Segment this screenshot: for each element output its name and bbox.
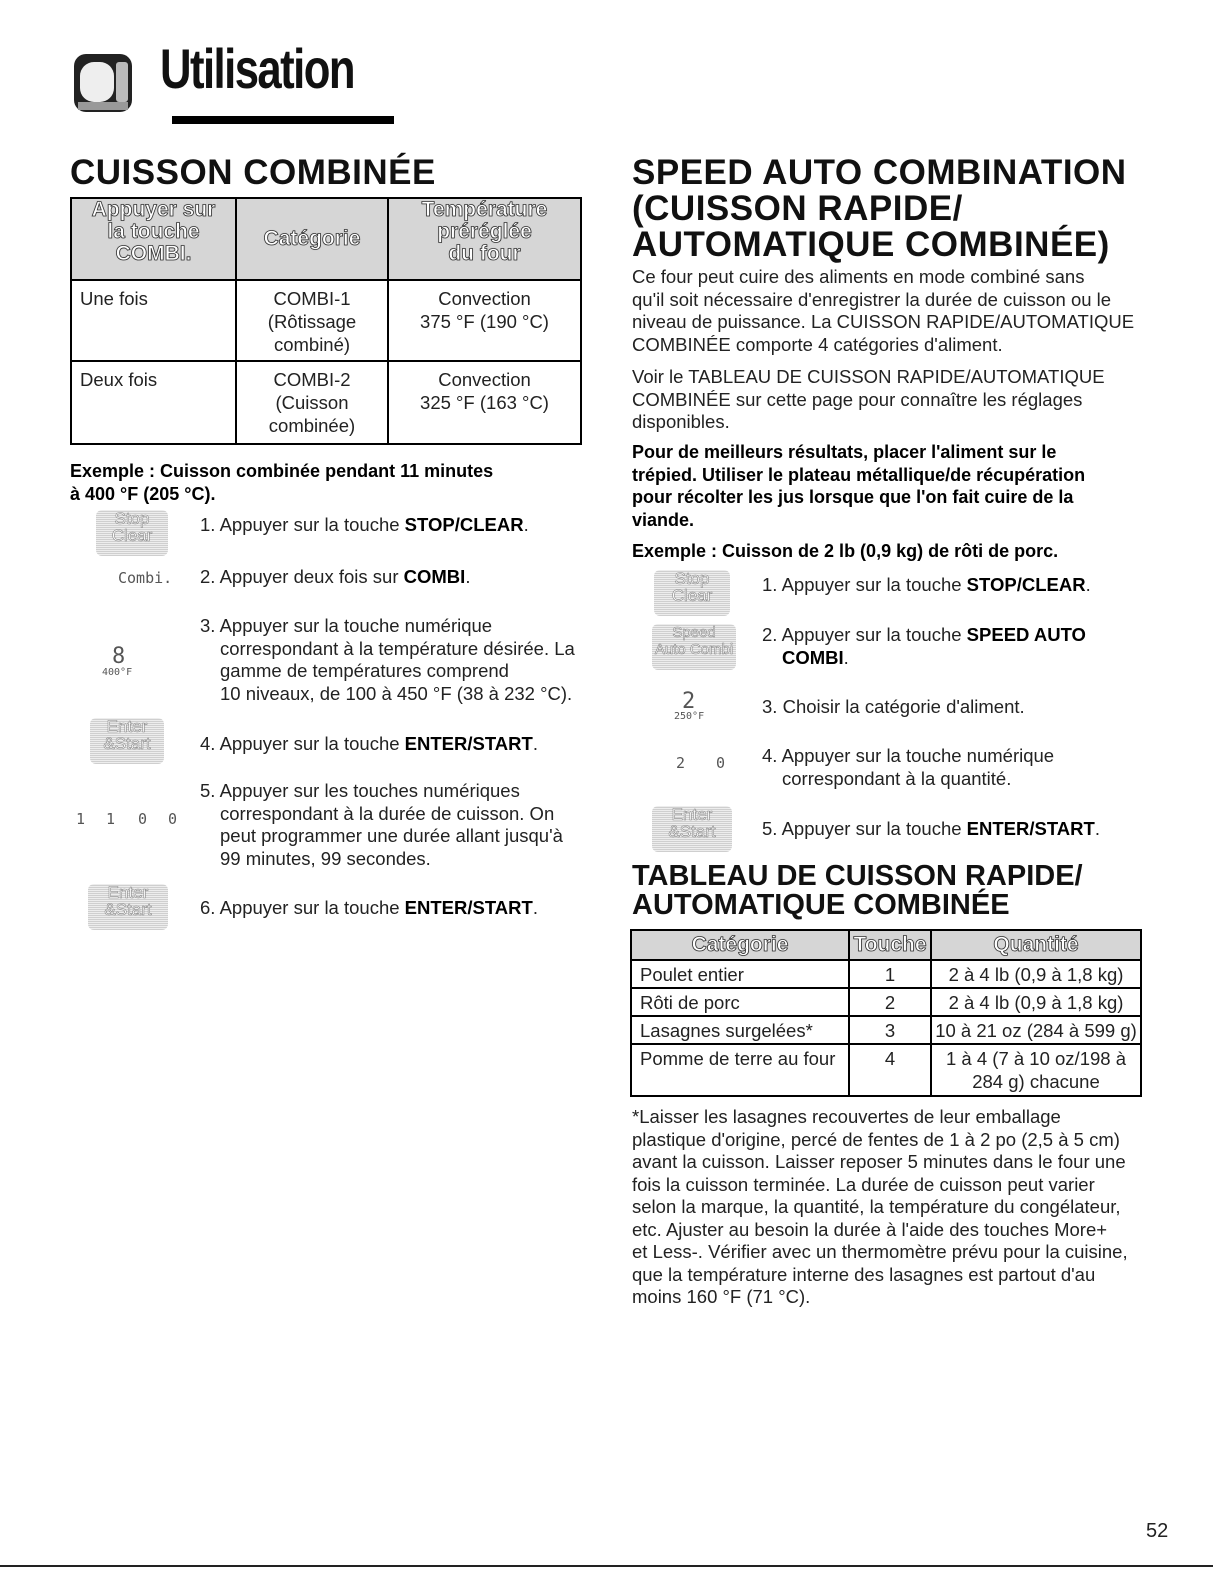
header-rule xyxy=(172,116,394,124)
table-row: Rôti de porc 2 2 à 4 lb (0,9 à 1,8 kg) xyxy=(631,988,1141,1016)
step-4: 4. Appuyer sur la touche numérique correspondant à la quantité. xyxy=(762,745,1055,789)
enter-start-key-icon: Enter &Start xyxy=(88,884,168,930)
step-1: 1. Appuyer sur la touche STOP/CLEAR. xyxy=(200,514,529,535)
digit-key-icon: 2 xyxy=(682,689,696,714)
microwave-icon xyxy=(72,52,134,114)
see-table-paragraph: Voir le TABLEAU DE CUISSON RAPIDE/AUTOMATIQUE COMBINÉE sur cette page pour connaître les réglages disponibles. xyxy=(632,366,1105,432)
table-header-press: Appuyer sur la touche COMBI. xyxy=(71,198,236,280)
page-number: 52 xyxy=(1146,1520,1169,1542)
number-keys-icon: 1 1 0 0 xyxy=(76,810,178,828)
step-1: 1. Appuyer sur la touche STOP/CLEAR. xyxy=(762,574,1091,595)
table-header-category: Catégorie xyxy=(236,198,388,280)
step-2: 2. Appuyer sur la touche SPEED AUTO COMBI. xyxy=(762,624,1086,668)
digit-key-caption: 400°F xyxy=(102,667,133,678)
section-heading-combi: CUISSON COMBINÉE xyxy=(70,153,436,192)
footer-rule xyxy=(0,1565,1213,1567)
table-row: Poulet entier 1 2 à 4 lb (0,9 à 1,8 kg) xyxy=(631,960,1141,988)
speed-auto-table xyxy=(630,929,1142,1097)
table-row: Lasagnes surgelées* 3 10 à 21 oz (284 à 599 g) xyxy=(631,1016,1141,1044)
table-heading: TABLEAU DE CUISSON RAPIDE/ AUTOMATIQUE COMBINÉE xyxy=(632,860,1083,921)
table-header-quantity: Quantité xyxy=(931,930,1141,960)
step-3: 3. Choisir la catégorie d'aliment. xyxy=(762,696,1025,717)
step-4: 4. Appuyer sur la touche ENTER/START. xyxy=(200,733,538,754)
example-speed-auto: Exemple : Cuisson de 2 lb (0,9 kg) de rôti de porc. xyxy=(632,541,1059,561)
intro-paragraph: Ce four peut cuire des aliments en mode combiné sans qu'il soit nécessaire d'enregistrer la durée de cuisson ou le niveau de puissance. La CUISSON RAPIDE/AUTOMATIQUE COMBINÉE comporte 4 catégories d'aliment. xyxy=(632,266,1135,355)
lasagna-note: *Laisser les lasagnes recouvertes de leur emballage plastique d'origine, percé de fentes de 1 à 2 po (2,5 à 5 cm) avant la cuisson. Laisser reposer 5 minutes dans le four une fois la cuisson terminée. La durée de cuisson peut varier selon la marque, la quantité, la température du congélateur, etc. Ajuster au besoin la durée à l'aide des touches More+ et Less-. Vérifier avec un thermomètre prévu pour la cuisine, que la température interne des lasagnes est partout d'au moins 160 °F (71 °C). xyxy=(632,1106,1128,1307)
speed-auto-combi-key-icon: Speed Auto Combi xyxy=(652,624,736,670)
step-3: 3. Appuyer sur la touche numérique correspondant à la température désirée. La gamme de températures comprend 10 niveaux, de 100 à 450 °F (38 à 232 °C). xyxy=(200,615,575,704)
step-5: 5. Appuyer sur les touches numériques correspondant à la durée de cuisson. On peut programmer une durée allant jusqu'à 99 minutes, 99 secondes. xyxy=(200,780,563,869)
page-header-title: Utilisation xyxy=(160,37,354,100)
step-2: 2. Appuyer deux fois sur COMBI. xyxy=(200,566,471,587)
step-6: 6. Appuyer sur la touche ENTER/START. xyxy=(200,897,538,918)
combi-key-icon: Combi. xyxy=(118,569,173,587)
section-heading-speed-auto: SPEED AUTO COMBINATION (CUISSON RAPIDE/ AUTOMATIQUE COMBINÉE) xyxy=(632,153,1127,264)
step-5: 5. Appuyer sur la touche ENTER/START. xyxy=(762,818,1100,839)
table-row: Une fois COMBI-1 (Rôtissage combiné) Convection 375 °F (190 °C) xyxy=(71,280,581,361)
table-header-key: Touche xyxy=(849,930,931,960)
example-combi: Exemple : Cuisson combinée pendant 11 minutes à 400 °F (205 °C). xyxy=(70,461,494,504)
enter-start-key-icon: Enter &Start xyxy=(652,806,732,852)
table-header-temperature: Température préréglée du four xyxy=(388,198,581,280)
digit-key-icon: 8 xyxy=(112,644,126,669)
enter-start-key-icon: Enter &Start xyxy=(90,718,164,764)
tip-paragraph: Pour de meilleurs résultats, placer l'aliment sur le trépied. Utiliser le plateau métallique/de récupération pour récolter les jus lorsque que l'on fait cuire de la viande. xyxy=(632,442,1086,530)
table-row: Deux fois COMBI-2 (Cuisson combinée) Convection 325 °F (163 °C) xyxy=(71,361,581,444)
table-row: Pomme de terre au four 4 1 à 4 (7 à 10 oz/198 à 284 g) chacune xyxy=(631,1044,1141,1096)
stop-clear-key-icon: Stop Clear xyxy=(654,570,730,616)
table-header-category: Catégorie xyxy=(631,930,849,960)
digit-key-caption: 250°F xyxy=(674,711,705,722)
number-keys-icon: 2 0 xyxy=(676,754,726,772)
stop-clear-key-icon: Stop Clear xyxy=(96,510,168,556)
combi-table xyxy=(70,197,582,445)
